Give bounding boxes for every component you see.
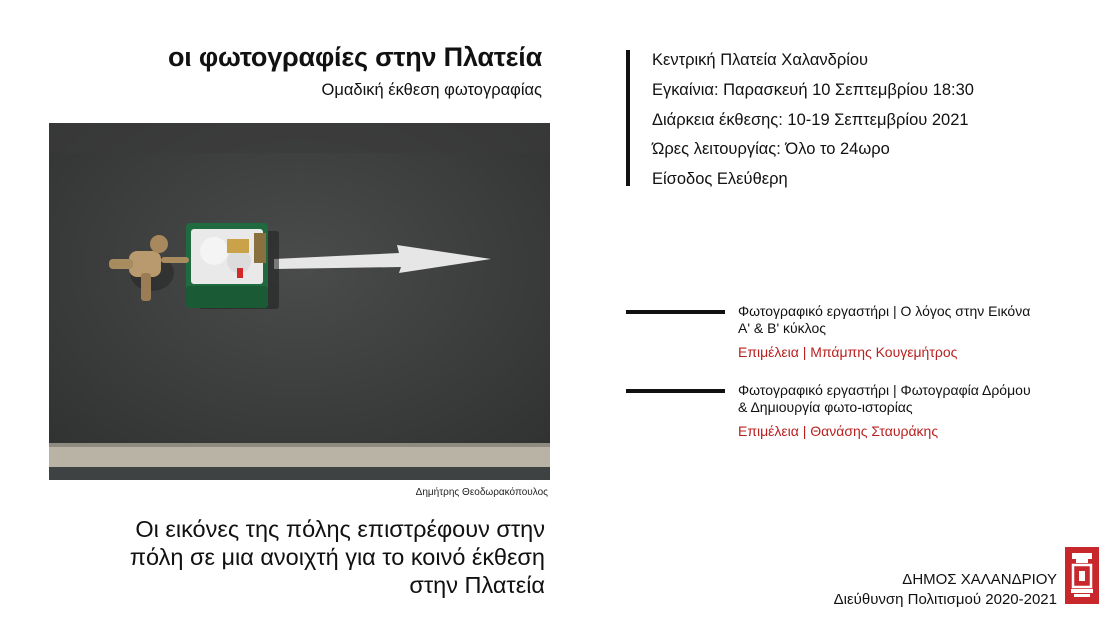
info-accent-bar [626, 50, 630, 186]
workshop-curator: Επιμέλεια | Θανάσης Σταυράκης [738, 423, 939, 439]
culture-department: Διεύθυνση Πολιτισμού 2020-2021 [833, 591, 1057, 608]
info-duration: Διάρκεια έκθεσης: 10-19 Σεπτεμβρίου 2021 [652, 110, 969, 129]
municipality-block [834, 570, 1057, 610]
info-hours: Ώρες λειτουργίας: Όλο το 24ωρο [652, 140, 890, 159]
tagline-line: Οι εικόνες της πόλης επιστρέφουν στην [135, 516, 545, 542]
info-opening: Εγκαίνια: Παρασκευή 10 Σεπτεμβρίου 18:30 [652, 80, 974, 99]
info-location: Κεντρική Πλατεία Χαλανδρίου [652, 51, 869, 69]
tagline-line: πόλη σε μια ανοιχτή για το κοινό έκθεση [129, 544, 545, 570]
workshop-rule [626, 389, 725, 393]
info-entrance: Είσοδος Ελεύθερη [652, 170, 788, 189]
workshop-title: Φωτογραφικό εργαστήρι | Ο λόγος στην Εικόνα Α' & Β' κύκλος [738, 303, 1031, 336]
tagline-line: στην Πλατεία [409, 572, 545, 598]
municipality-crest-icon [1065, 547, 1099, 604]
exhibition-photo [49, 123, 550, 480]
event-info-list [652, 50, 974, 199]
asphalt [49, 123, 550, 480]
tagline [130, 515, 545, 599]
workshop-rule [626, 310, 725, 314]
municipality-name: ΔΗΜΟΣ ΧΑΛΑΝΔΡΙΟΥ [902, 571, 1057, 588]
photo-credit: Δημήτρης Θεοδωρακόπουλος [415, 487, 548, 498]
page-title: οι φωτογραφίες στην Πλατεία [167, 42, 542, 72]
page-subtitle: Ομαδική έκθεση φωτογραφίας [321, 81, 542, 99]
workshop-title: Φωτογραφικό εργαστήρι | Φωτογραφία Δρόμου & Δημιουργία φωτο-ιστορίας [738, 382, 1031, 415]
workshop-curator: Επιμέλεια | Μπάμπης Κουγεμήτρος [738, 344, 958, 360]
